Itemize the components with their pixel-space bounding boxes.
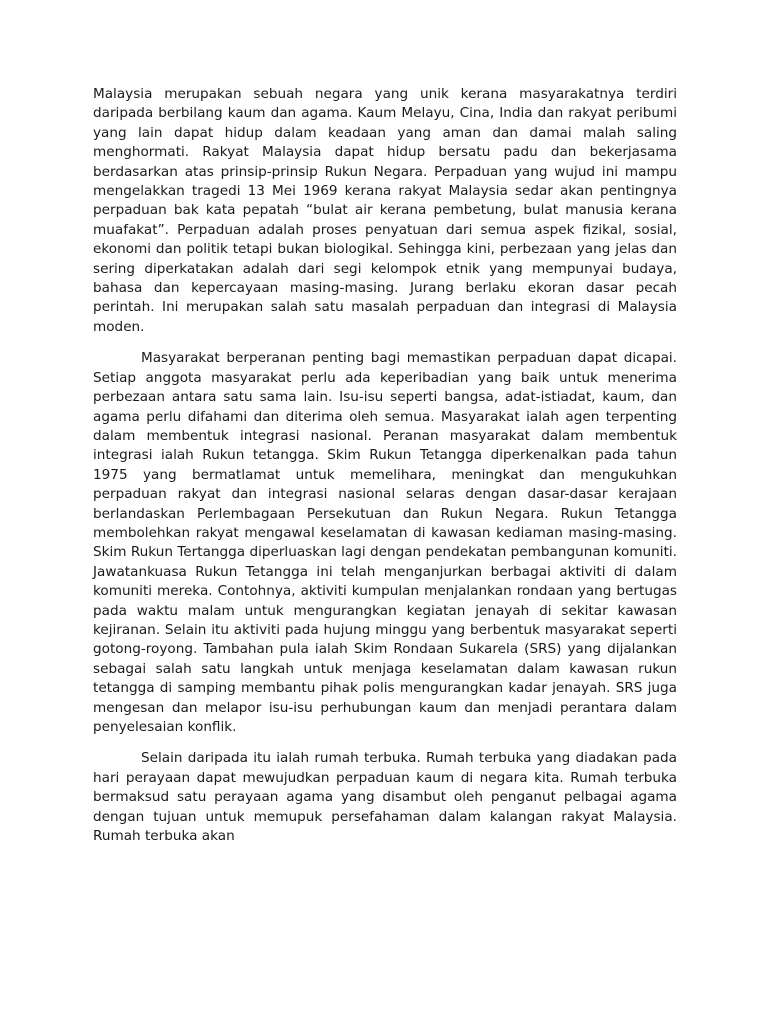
paragraph-3: Selain daripada itu ialah rumah terbuka. Rumah terbuka yang diadakan pada hari perayaan dapat mewujudkan perpaduan kaum di negara kita. Rumah terbuka bermaksud satu perayaan agama yang disambut oleh penganut pelbagai agama dengan tujuan untuk memupuk persefahaman dalam kalangan rakyat Malaysia. Rumah terbuka akan [93, 750, 677, 845]
document-body [93, 85, 677, 858]
paragraph-1: Malaysia merupakan sebuah negara yang unik kerana masyarakatnya terdiri daripada berbilang kaum dan agama. Kaum Melayu, Cina, India dan rakyat peribumi yang lain dapat hidup dalam keadaan yang aman dan damai malah saling menghormati. Rakyat Malaysia dapat hidup bersatu padu dan bekerjasama berdasarkan atas prinsip-prinsip Rukun Negara. Perpaduan yang wujud ini mampu mengelakkan tragedi 13 Mei 1969 kerana rakyat Malaysia sedar akan pentingnya perpaduan bak kata pepatah “bulat air kerana pembetung, bulat manusia kerana muafakat”. Perpaduan adalah proses penyatuan dari semua aspek fizikal, sosial, ekonomi dan politik tetapi bukan biologikal. Sehingga kini, perbezaan yang jelas dan sering diperkatakan adalah dari segi kelompok etnik yang mempunyai budaya, bahasa dan kepercayaan masing-masing. Jurang berlaku ekoran dasar pecah perintah. Ini merupakan salah satu masalah perpaduan dan integrasi di Malaysia moden. [93, 86, 677, 335]
paragraph-2: Masyarakat berperanan penting bagi memastikan perpaduan dapat dicapai. Setiap anggota masyarakat perlu ada keperibadian yang baik untuk menerima perbezaan antara satu sama lain. Isu-isu seperti bangsa, adat-istiadat, kaum, dan agama perlu difahami dan diterima oleh semua. Masyarakat ialah agen terpenting dalam membentuk integrasi nasional. Peranan masyarakat dalam membentuk integrasi ialah Rukun tetangga. Skim Rukun Tetangga diperkenalkan pada tahun 1975 yang bermatlamat untuk memelihara, meningkat dan mengukuhkan perpaduan rakyat dan integrasi nasional selaras dengan dasar-dasar kerajaan berlandaskan Perlembagaan Persekutuan dan Rukun Negara. Rukun Tetangga membolehkan rakyat mengawal keselamatan di kawasan kediaman masing-masing. Skim Rukun Tertangga diperluaskan lagi dengan pendekatan pembangunan komuniti. Jawatankuasa Rukun Tetangga ini telah menganjurkan berbagai aktiviti di dalam komuniti mereka. Contohnya, aktiviti kumpulan menjalankan rondaan yang bertugas pada waktu malam untuk mengurangkan kegiatan jenayah di sekitar kawasan kejiranan. Selain itu aktiviti pada hujung minggu yang berbentuk masyarakat seperti gotong-royong. Tambahan pula ialah Skim Rondaan Sukarela (SRS) yang dijalankan sebagai salah satu langkah untuk menjaga keselamatan dalam kawasan rukun tetangga di samping membantu pihak polis mengurangkan kadar jenayah. SRS juga mengesan dan melapor isu-isu perhubungan kaum dan menjadi perantara dalam penyelesaian konflik. [93, 350, 677, 735]
